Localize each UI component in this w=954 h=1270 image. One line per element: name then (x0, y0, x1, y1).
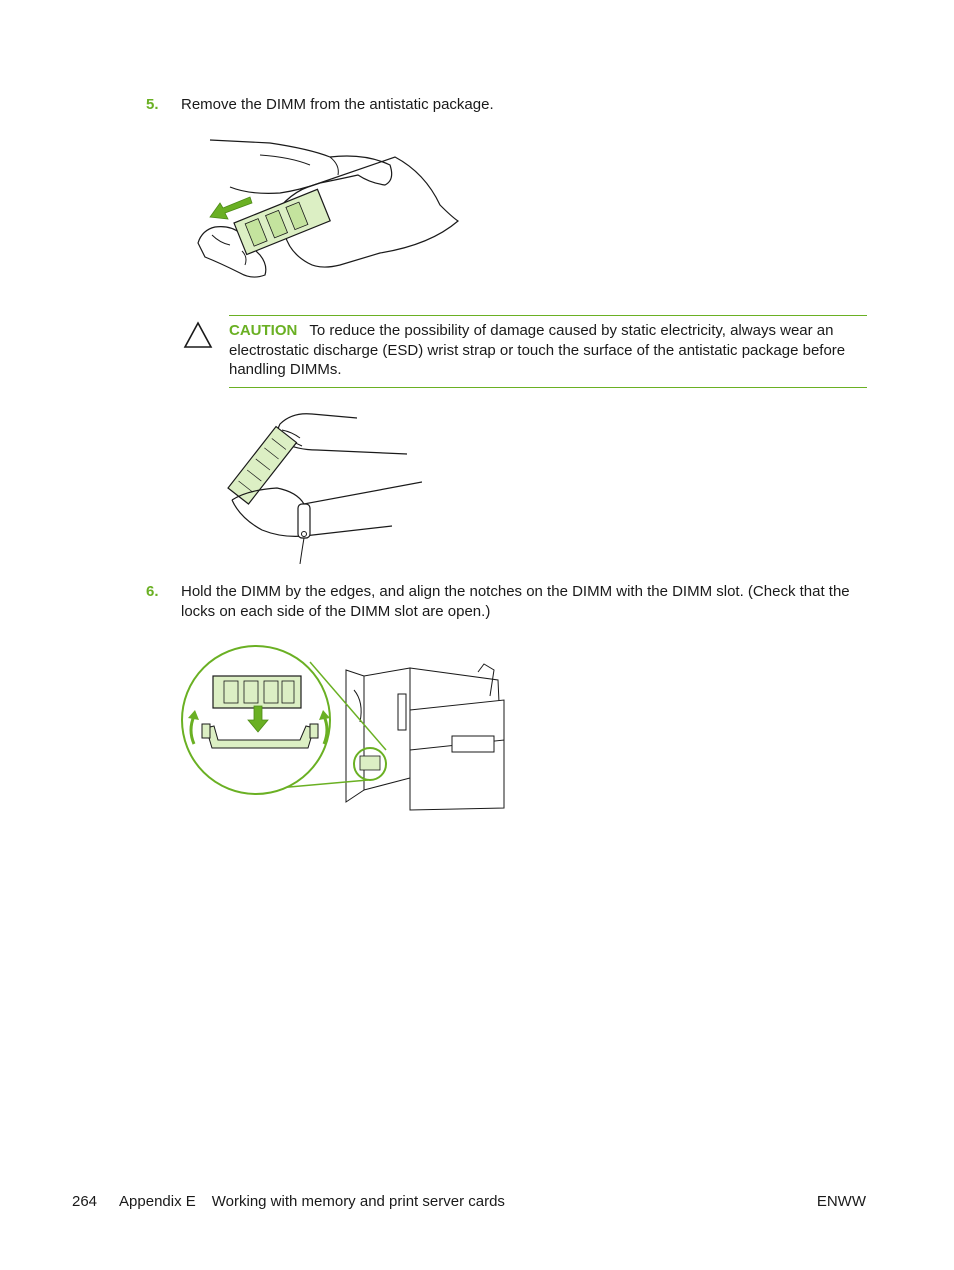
dimm-module (213, 676, 301, 708)
appendix-label: Appendix E (119, 1193, 196, 1210)
step-number: 5. (146, 96, 159, 113)
upper-hand (277, 414, 407, 454)
caution-label: CAUTION (229, 322, 298, 339)
caution-bottom-rule (229, 387, 867, 388)
step-text: Hold the DIMM by the edges, and align the notches on the DIMM with the DIMM slot. (Check that the locks on each side of the DIMM slot are open.) (181, 583, 850, 620)
esd-handling-illustration (222, 408, 422, 564)
caution-text: To reduce the possibility of damage caused by static electricity, always wear an electrostatic discharge (ESD) wrist strap or touch the surface of the antistatic package before handling DIMMs. (229, 322, 846, 378)
arrow-left-icon (210, 197, 252, 219)
warning-triangle-icon (183, 321, 213, 349)
dimm-module (228, 427, 297, 504)
section-title: Working with memory and print server cards (211, 1193, 505, 1210)
page-footer-right: ENWW (816, 1193, 866, 1210)
page-footer-left (72, 1192, 505, 1211)
dimm-slot-illustration (178, 640, 510, 815)
page-number: 264 (72, 1193, 98, 1210)
step-text: Remove the DIMM from the antistatic package. (181, 96, 494, 113)
step-number: 6. (146, 583, 159, 600)
printer-illustration (346, 664, 504, 810)
caution-top-rule (229, 315, 867, 316)
esd-wrist-strap (298, 504, 310, 538)
remove-dimm-illustration (190, 135, 465, 287)
